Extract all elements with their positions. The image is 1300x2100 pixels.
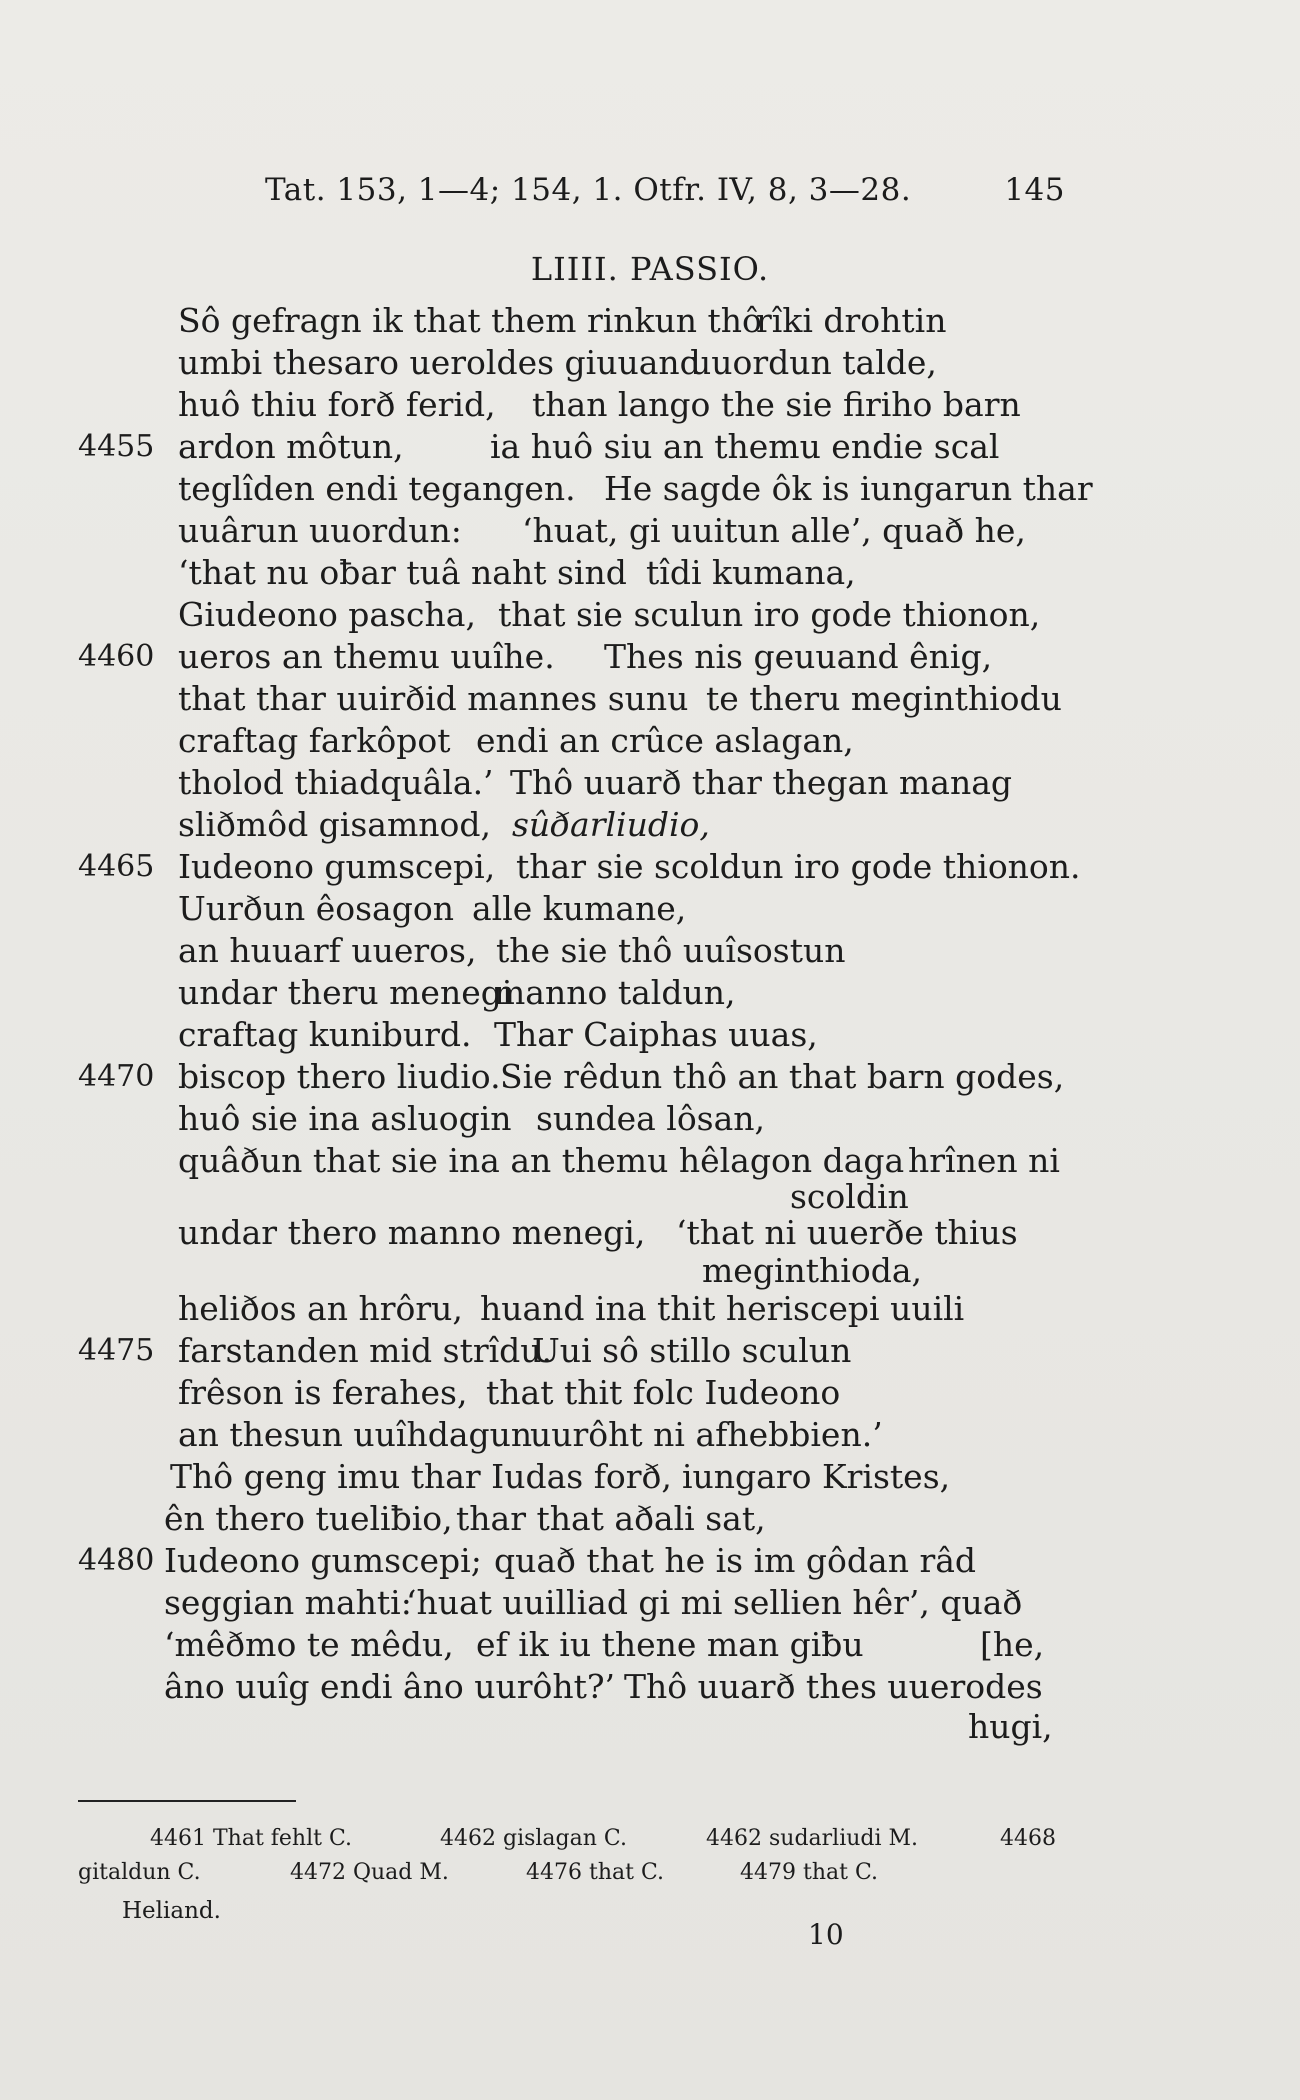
verse-line <box>0 1372 1300 1414</box>
verse-second-half: thar that aðali sat, <box>456 1499 766 1538</box>
verse-second-half: ‘huat, gi uuitun alle’, quað he, <box>522 511 1026 550</box>
verse-line <box>0 720 1300 762</box>
verse-line <box>0 300 1300 342</box>
signature-mark: Heliand. <box>122 1898 221 1924</box>
verse-line <box>0 1414 1300 1456</box>
verse-first-half: ardon môtun, <box>178 427 404 466</box>
verse-line <box>0 468 1300 510</box>
verse-first-half: Thô geng imu thar Iudas forð, <box>170 1457 672 1496</box>
verse-second-half: uurôht ni afhebbien.’ <box>530 1415 883 1454</box>
verse-first-half: quâðun that sie ina an themu hêlagon daga <box>178 1141 905 1180</box>
verse-line <box>0 762 1300 804</box>
verse-first-half: ueros an themu uuîhe. <box>178 637 555 676</box>
line-number: 4455 <box>78 429 155 464</box>
verse-second-half: te theru meginthiodu <box>706 679 1062 718</box>
verse-first-half: frêson is ferahes, <box>178 1373 468 1412</box>
footnote: 4479 that C. <box>740 1860 878 1885</box>
verse-line <box>0 888 1300 930</box>
verse-second-half: that sie sculun iro gode thionon, <box>498 595 1041 634</box>
verse-first-half: undar theru menegi <box>178 973 513 1012</box>
verse-line <box>0 1498 1300 1540</box>
verse-first-half: Iudeono gumscepi; <box>164 1541 482 1580</box>
overflow-line <box>0 1706 1300 1748</box>
overflow-word: [he, <box>980 1625 1045 1664</box>
verse-second-half: quað that he is im gôdan râd <box>494 1541 977 1580</box>
verse-second-half: ‘that ni uuerðe thius <box>676 1213 1018 1252</box>
verse-second-half: thar sie scoldun iro gode thionon. <box>516 847 1081 886</box>
footnote: 4461 That fehlt C. <box>150 1826 353 1851</box>
overflow-word: meginthioda, <box>702 1251 922 1290</box>
verse-line <box>0 1056 1300 1098</box>
verse-line <box>0 1666 1300 1708</box>
verse-first-half: teglîden endi tegangen. <box>178 469 576 508</box>
page-number: 145 <box>1004 172 1065 208</box>
verse-second-half: Thô uuarð thes uuerodes <box>624 1667 1043 1706</box>
verse-second-half: huand ina thit heriscepi uuili <box>480 1289 965 1328</box>
overflow-line <box>0 1250 1300 1290</box>
verse-first-half: undar thero manno menegi, <box>178 1213 646 1252</box>
verse-first-half: farstanden mid strîdu. <box>178 1331 553 1370</box>
footnote: 4468 <box>1000 1826 1056 1851</box>
verse-line <box>0 1288 1300 1330</box>
verse-second-half: the sie thô uuîsostun <box>496 931 846 970</box>
verse-line <box>0 594 1300 636</box>
verse-line <box>0 426 1300 468</box>
line-number: 4465 <box>78 849 155 884</box>
verse-line <box>0 636 1300 678</box>
verse-first-half: sliðmôd gisamnod, <box>178 805 492 844</box>
overflow-word: scoldin <box>790 1177 909 1216</box>
verse-line <box>0 804 1300 846</box>
verse-second-half: Sie rêdun thô an that barn godes, <box>500 1057 1065 1096</box>
verse-first-half: Sô gefragn ik that them rinkun thô <box>178 301 762 340</box>
verse-first-half: huô thiu forð ferid, <box>178 385 496 424</box>
verse-line <box>0 1624 1300 1666</box>
verse-first-half: ‘mêðmo te mêdu, <box>164 1625 454 1664</box>
verse-first-half: an huuarf uueros, <box>178 931 477 970</box>
verse-second-half: than lango the sie firiho barn <box>532 385 1021 424</box>
footnote: 4462 gislagan C. <box>440 1826 627 1851</box>
source-references: Tat. 153, 1—4; 154, 1. Otfr. IV, 8, 3—28. <box>265 172 912 208</box>
verse-second-half: Thô uuarð thar thegan manag <box>510 763 1012 802</box>
verse-second-half: ia huô siu an themu endie scal <box>490 427 1000 466</box>
verse-line <box>0 1540 1300 1582</box>
verse-first-half: craftag farkôpot <box>178 721 451 760</box>
footnote: 4472 Quad M. <box>290 1860 449 1885</box>
sheet-number: 10 <box>808 1918 844 1951</box>
footnote: gitaldun C. <box>78 1860 201 1885</box>
verse-second-half: ‘huat uuilliad gi mi sellien hêr’, quað <box>406 1583 1023 1622</box>
verse-line <box>0 930 1300 972</box>
line-number: 4480 <box>78 1543 155 1578</box>
verse-line <box>0 1212 1300 1254</box>
verse-second-half: rîki drohtin <box>756 301 947 340</box>
overflow-line <box>0 1176 1300 1216</box>
verse-line <box>0 1582 1300 1624</box>
verse-first-half: craftag kuniburd. <box>178 1015 472 1054</box>
verse-first-half: umbi thesaro ueroldes giuuand <box>178 343 701 382</box>
verse-line <box>0 384 1300 426</box>
verse-line <box>0 678 1300 720</box>
verse-line <box>0 552 1300 594</box>
verse-second-half: Thar Caiphas uuas, <box>494 1015 818 1054</box>
verse-line <box>0 1330 1300 1372</box>
verse-first-half: ên thero tueliƀio, <box>164 1499 453 1538</box>
verse-line <box>0 1014 1300 1056</box>
line-number: 4460 <box>78 639 155 674</box>
verse-first-half: uuârun uuordun: <box>178 511 462 550</box>
verse-second-half: that thit folc Iudeono <box>486 1373 841 1412</box>
verse-first-half: tholod thiadquâla.’ <box>178 763 494 802</box>
verse-first-half: Uurðun êosagon <box>178 889 454 928</box>
verse-second-half: uuordun talde, <box>690 343 937 382</box>
verse-second-half: tîdi kumana, <box>646 553 856 592</box>
verse-second-half: ef ik iu thene man giƀu <box>476 1625 864 1664</box>
overflow-word: hugi, <box>968 1707 1053 1746</box>
verse-first-half: Iudeono gumscepi, <box>178 847 496 886</box>
verse-line <box>0 972 1300 1014</box>
verse-first-half: heliðos an hrôru, <box>178 1289 463 1328</box>
verse-first-half: that thar uuirðid mannes sunu <box>178 679 689 718</box>
footnote: 4476 that C. <box>526 1860 664 1885</box>
verse-line <box>0 846 1300 888</box>
line-number: 4470 <box>78 1059 155 1094</box>
verse-first-half: Giudeono pascha, <box>178 595 476 634</box>
verse-second-half: Thes nis geuuand ênig, <box>604 637 993 676</box>
verse-second-half: hrînen ni <box>908 1141 1060 1180</box>
verse-line <box>0 510 1300 552</box>
footnote-rule <box>78 1800 296 1802</box>
verse-second-half: iungaro Kristes, <box>682 1457 951 1496</box>
verse-line <box>0 1098 1300 1140</box>
verse-second-half: sûðarliudio, <box>512 805 710 844</box>
verse-second-half: alle kumane, <box>472 889 687 928</box>
verse-second-half: manno taldun, <box>494 973 736 1012</box>
section-title: LIIII. PASSIO. <box>530 250 770 288</box>
verse-second-half: endi an crûce aslagan, <box>476 721 854 760</box>
verse-first-half: seggian mahti: <box>164 1583 412 1622</box>
verse-first-half: ‘that nu oƀar tuâ naht sind <box>178 553 627 592</box>
verse-second-half: Uui sô stillo sculun <box>532 1331 852 1370</box>
verse-first-half: âno uuîg endi âno uurôht?’ <box>164 1667 616 1706</box>
verse-first-half: biscop thero liudio. <box>178 1057 501 1096</box>
verse-first-half: an thesun uuîhdagun <box>178 1415 533 1454</box>
line-number: 4475 <box>78 1333 155 1368</box>
verse-second-half: He sagde ôk is iungarun thar <box>604 469 1093 508</box>
verse-line <box>0 342 1300 384</box>
verse-second-half: sundea lôsan, <box>536 1099 766 1138</box>
verse-line <box>0 1456 1300 1498</box>
footnote: 4462 sudarliudi M. <box>706 1826 919 1851</box>
verse-first-half: huô sie ina asluogin <box>178 1099 512 1138</box>
